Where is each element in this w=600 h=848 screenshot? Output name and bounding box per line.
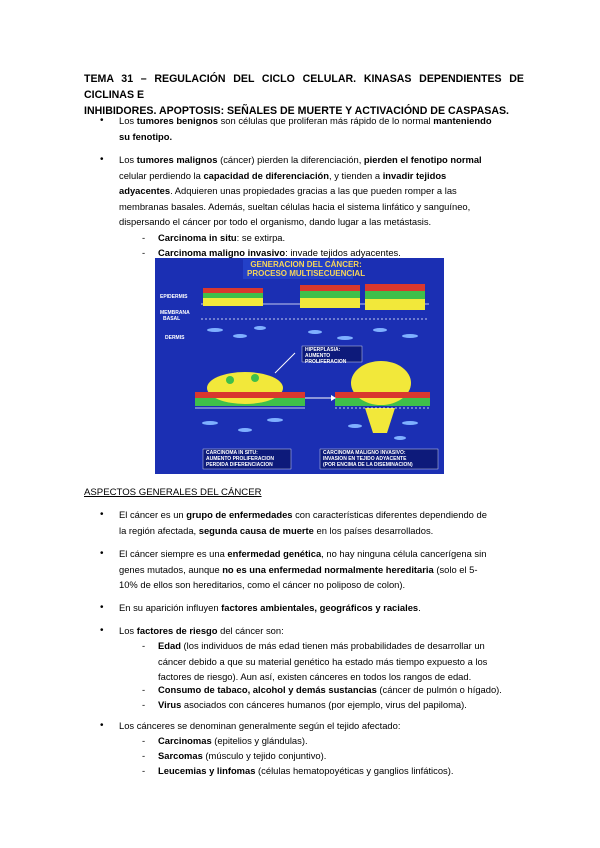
document-title bbox=[84, 71, 524, 119]
sub-item-sarcomas: - Sarcomas (músculo y tejido conjuntivo). bbox=[142, 750, 327, 761]
tissue-in-situ bbox=[195, 372, 305, 408]
bullet-benignos: • Los tumores benignos son células que proliferan más rápido de lo normal manteniendo su fenotipo. bbox=[100, 115, 492, 142]
figure-title: GENERACION DEL CÁNCER: PROCESO MULTISECUENCIAL bbox=[247, 260, 366, 278]
bullet-factores-riesgo: • Los factores de riesgo del cáncer son: bbox=[119, 623, 515, 639]
label-epidermis: EPIDERMIS bbox=[160, 294, 188, 300]
bullet-denominacion: • Los cánceres se denominan generalmente según el tejido afectado: bbox=[119, 718, 515, 734]
bullet-icon: • bbox=[100, 720, 104, 731]
bullet-icon: • bbox=[100, 625, 104, 636]
sub-item-virus: - Virus asociados con cánceres humanos (por ejemplo, virus del papiloma). bbox=[142, 699, 467, 710]
bullet-factores-ambientales: • En su aparición influyen factores ambientales, geográficos y raciales. bbox=[119, 600, 515, 616]
cancer-generation-figure bbox=[155, 258, 444, 474]
bullet-malignos: • Los tumores malignos (cáncer) pierden la diferenciación, pierden el fenotipo normal celular perdiendo la capacidad de diferenciación, y tienden a invadir tejidos adyacentes. Adquieren unas propiedades gracias a las que pueden romper a las membranas basales. Además, sueltan células hacia el sistema linfático y sanguíneo, dispersando el cáncer por todo el organismo, dando lugar a las metástasis. bbox=[100, 154, 482, 228]
section-heading: ASPECTOS GENERALES DEL CÁNCER bbox=[84, 487, 262, 498]
label-basal: BASAL bbox=[163, 316, 181, 322]
figure-illustration bbox=[155, 258, 444, 474]
label-membrana: MEMBRANA bbox=[160, 310, 190, 316]
sub-item-consumo: - Consumo de tabaco, alcohol y demás sustancias (cáncer de pulmón o hígado). bbox=[142, 684, 502, 695]
label-dermis: DERMIS bbox=[165, 335, 185, 341]
bullet-icon: • bbox=[100, 509, 104, 520]
bullet-enfermedad-genetica: • El cáncer siempre es una enfermedad genética, no hay ninguna célula cancerígena sin genes mutados, aunque no es una enfermedad normalmente hereditaria (solo el 5- 10% de ellos son hereditarios, como el cáncer no poliposo de colon). bbox=[100, 548, 487, 591]
bullet-icon: • bbox=[100, 154, 104, 165]
title-line-2: INHIBIDORES. APOPTOSIS: SEÑALES DE MUERTE Y ACTIVACIÓND DE CASPASAS. bbox=[84, 105, 509, 117]
bullet-icon: • bbox=[100, 548, 104, 559]
caption-hiperplasia: HIPERPLASIA: AUMENTO PROLIFERACION bbox=[305, 347, 347, 365]
sub-item-invasivo: - Carcinoma maligno invasivo: invade tejidos adyacentes. bbox=[142, 247, 401, 258]
sub-item-edad: - Edad (los individuos de más edad tienen más probabilidades de desarrollar un cáncer debido a que su material genético ha estado más tiempo expuesto a los factores de riesgo). Aun así, existen cánceres en todos los rangos de edad. bbox=[142, 640, 488, 683]
bullet-icon: • bbox=[100, 602, 104, 613]
caption-in-situ: CARCINOMA IN SITU: AUMENTO PROLIFERACION PERDIDA DIFERENCIACION bbox=[206, 450, 274, 468]
bullet-grupo-enfermedades: • El cáncer es un grupo de enfermedades con características diferentes dependiendo de la región afectada, segunda causa de muerte en los países desarrollados. bbox=[100, 509, 487, 536]
sub-item-carcinomas: - Carcinomas (epitelios y glándulas). bbox=[142, 735, 308, 746]
caption-invasivo: CARCINOMA MALIGNO INVASIVO: INVASION EN TEJIDO ADYACENTE (POR ENCIMA DE LA DISEMINACION) bbox=[323, 450, 413, 468]
sub-item-in-situ: - Carcinoma in situ: se extirpa. bbox=[142, 232, 286, 243]
tissue-normal bbox=[203, 288, 263, 306]
sub-item-leucemias: - Leucemias y linfomas (células hematopoyéticas y ganglios linfáticos). bbox=[142, 765, 454, 776]
title-line-1: TEMA 31 – REGULACIÓN DEL CICLO CELULAR. KINASAS DEPENDIENTES DE CICLINAS E bbox=[84, 73, 524, 101]
tissue-hyperplasia-2 bbox=[365, 284, 425, 310]
bullet-icon: • bbox=[100, 115, 104, 126]
tissue-hyperplasia-1 bbox=[300, 285, 360, 308]
